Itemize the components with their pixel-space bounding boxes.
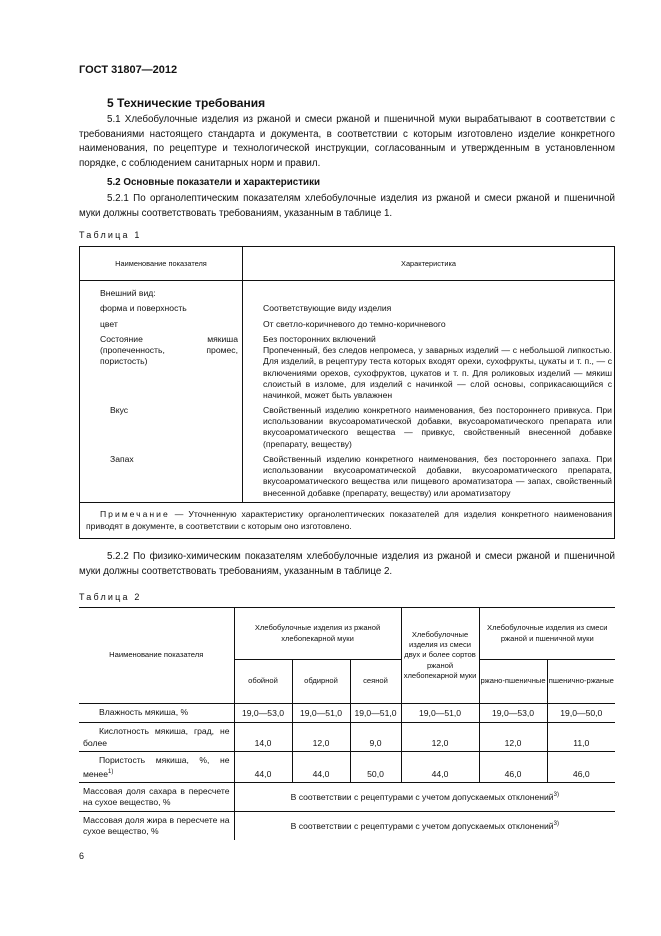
table2-cell: 19,0—51,0 xyxy=(350,704,401,723)
table1-row-value-line1: Без посторонних включений xyxy=(263,333,376,344)
recipe-text: В соответствии с рецептурами с учетом допускаемых отклонений xyxy=(290,791,554,802)
table2-subheader: обойной xyxy=(234,660,292,704)
recipe-text: В соответствии с рецептурами с учетом допускаемых отклонений xyxy=(290,821,554,832)
table1-row-name: Вкус xyxy=(80,402,243,450)
table2-cell: 14,0 xyxy=(234,723,292,752)
subsection-5-2-title: 5.2 Основные показатели и характеристики xyxy=(107,177,320,188)
table2-cell: 19,0—51,0 xyxy=(292,704,350,723)
table2-row-label-text: Пористость мякиша, %, не менее xyxy=(83,755,230,779)
table2-cell: 44,0 xyxy=(234,752,292,783)
table1-row-name: Запах xyxy=(80,450,243,503)
table2-cell: 19,0—53,0 xyxy=(479,704,547,723)
table2-row-label: Массовая доля сахара в пересчете на сухое вещество, % xyxy=(79,782,234,811)
table1-row-value: Свойственный изделию конкретного наименования, без постороннего запаха. При использовании вкусоароматической добавки, вкусоароматического препарата, вкусоароматического вещества или пищевого ароматизатора — запах, свойственный внесенной добавке (препарату, веществу) или ароматизатору xyxy=(243,450,615,503)
table1-row-value xyxy=(243,281,615,300)
table1-note-text: — Уточненную характеристику органолептических показателей для изделия конкретного наименования приводят в документе, в соответствии с которым оно изготовлено. xyxy=(86,509,613,531)
table1-row-value: Свойственный изделию конкретного наименования, без постороннего привкуса. При использовании вкусоароматической добавки, вкусоароматического препарата или вкусоароматического вещества — привкус, свойственный внесенной добавке (препарату, веществу) xyxy=(243,402,615,450)
table2-header-rye-mix: Хлебобулочные изделия из смеси двух и более сортов ржаной хлебопекарной муки xyxy=(401,608,479,704)
table2-subheader: ржано-пшеничные xyxy=(479,660,547,704)
table2-cell: 19,0—50,0 xyxy=(547,704,615,723)
table2-cell: 9,0 xyxy=(350,723,401,752)
table1-row-name: Состояние мякиша (пропеченность, промес, пористость) xyxy=(80,330,243,402)
table1-row-name: Внешний вид: xyxy=(80,281,243,300)
table1-col-char-header: Характеристика xyxy=(243,247,615,281)
table2-cell: 19,0—51,0 xyxy=(401,704,479,723)
table1-note xyxy=(80,503,615,539)
table2-caption: Таблица 2 xyxy=(79,592,142,602)
table2-cell: 12,0 xyxy=(292,723,350,752)
table2-merged-cell xyxy=(234,811,615,840)
paragraph-5-2-1-text: 5.2.1 По органолептическим показателям хлебобулочные изделия из ржаной и смеси ржаной и пшеничной муки должны соответствовать требованиям, указанным в таблице 1. xyxy=(79,193,615,219)
page-number: 6 xyxy=(79,851,85,861)
footnote-marker: 3) xyxy=(553,792,559,798)
table1-row-name: форма и поверхность xyxy=(80,299,243,314)
paragraph-5-1-text: 5.1 Хлебобулочные изделия из ржаной и смеси ржаной и пшеничной муки вырабатывают в соответствии с требованиями настоящего стандарта и документа, в соответствии с которым изготовлено изделие конкретного наименования, по рецептуре и технологической инструкции, согласованным и утвержденным в установленном порядке, с соблюдением санитарных норм и правил. xyxy=(79,114,615,169)
footnote-marker: 1) xyxy=(108,768,114,775)
paragraph-5-2-2-text: 5.2.2 По физико-химическим показателям хлебобулочные изделия из ржаной и смеси ржаной и пшеничной муки должны соответствовать требованиям, указанным в таблице 2. xyxy=(79,551,615,577)
table1-row-value-line2: Пропеченный, без следов непромеса, у заварных изделий — с небольшой липкостью. Для изделий, в рецептуру теста которых входят орехи, сухофрукты, цукаты и т. п., — с включениями орехов, сухофруктов, цукатов и т. п. Для роликовых изделий — мякиш слоистый в изломе, для изделий с начинкой — слой основы, соприкасающийся с начинкой, может быть увлажнен xyxy=(263,345,612,401)
table1-row-value: Соответствующие виду изделия xyxy=(243,299,615,314)
paragraph-5-2-1 xyxy=(79,192,615,221)
table2-cell: 19,0—53,0 xyxy=(234,704,292,723)
section-title: 5 Технические требования xyxy=(107,96,266,110)
table-1 xyxy=(79,246,615,539)
document-code: ГОСТ 31807—2012 xyxy=(79,64,178,76)
table2-cell: 50,0 xyxy=(350,752,401,783)
table2-cell: 12,0 xyxy=(401,723,479,752)
table2-cell: 12,0 xyxy=(479,723,547,752)
table2-header-name: Наименование показателя xyxy=(79,608,234,704)
table2-cell: 11,0 xyxy=(547,723,615,752)
footnote-marker: 3) xyxy=(553,821,559,828)
table2-cell: 46,0 xyxy=(547,752,615,783)
table-2 xyxy=(79,607,615,840)
table1-note-label: Примечание xyxy=(100,509,170,520)
paragraph-5-1 xyxy=(79,113,615,171)
table2-row-label: Кислотность мякиша, град, не более xyxy=(79,723,234,752)
table2-subheader: обдирной xyxy=(292,660,350,704)
table2-row-label: Массовая доля жира в пересчете на сухое вещество, % xyxy=(79,811,234,840)
table1-col-name-header: Наименование показателя xyxy=(80,247,243,281)
table2-cell: 46,0 xyxy=(479,752,547,783)
table2-subheader: пшенично-ржаные xyxy=(547,660,615,704)
table2-row-label: Влажность мякиша, % xyxy=(79,704,234,723)
table2-header-rye: Хлебобулочные изделия из ржаной хлебопекарной муки xyxy=(234,608,401,660)
table2-merged-cell xyxy=(234,782,615,811)
table1-caption: Таблица 1 xyxy=(79,230,142,240)
table2-subheader: сеяной xyxy=(350,660,401,704)
table2-cell: 44,0 xyxy=(401,752,479,783)
table2-row-label xyxy=(79,752,234,783)
table1-row-value xyxy=(243,330,615,402)
table1-row-value: От светло-коричневого до темно-коричневого xyxy=(243,315,615,330)
paragraph-5-2-2 xyxy=(79,550,615,579)
table2-cell: 44,0 xyxy=(292,752,350,783)
table2-header-rye-wheat: Хлебобулочные изделия из смеси ржаной и пшеничной муки xyxy=(479,608,615,660)
table1-row-name: цвет xyxy=(80,315,243,330)
